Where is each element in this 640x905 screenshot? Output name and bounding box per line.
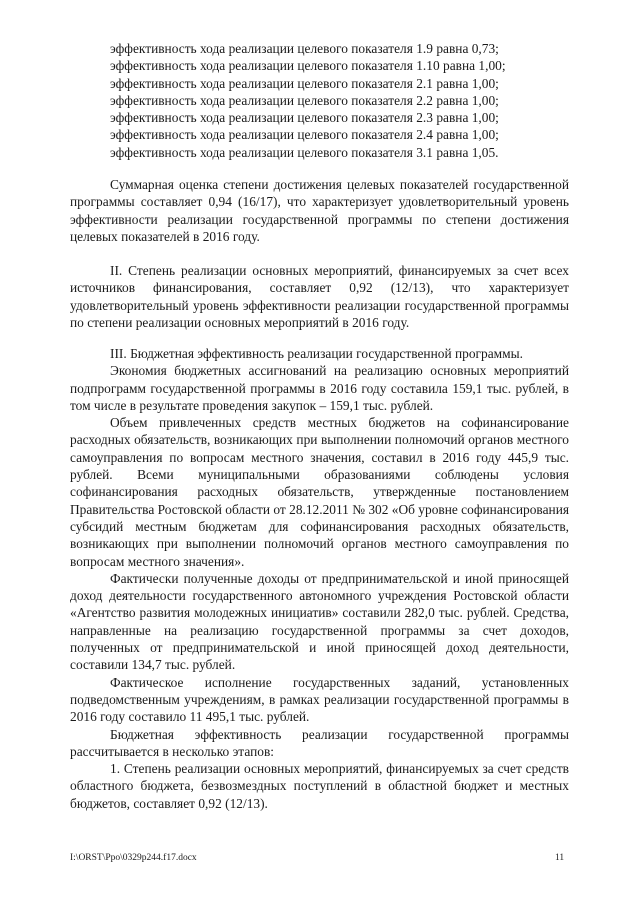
- section-2-paragraph: II. Степень реализации основных мероприятий, финансируемых за счет всех источников финансирования, составляет 0,92 (12/13), что характеризует удовлетворительный уровень эффективности реализации государственной программы по степени реализации основных мероприятий в 2016 году.: [70, 263, 569, 330]
- summary-paragraph: Суммарная оценка степени достижения целевых показателей государственной программы составляет 0,94 (16/17), что характеризует удовлетворительный уровень эффективности реализации государственной программы по степени достижения целевых показателей в 2016 году.: [70, 177, 569, 244]
- section-3-heading: III. Бюджетная эффективность реализации государственной программы.: [110, 346, 523, 361]
- list-item: эффективность хода реализации целевого показателя 2.2 равна 1,00;: [110, 92, 499, 108]
- list-item: эффективность хода реализации целевого показателя 1.10 равна 1,00;: [110, 58, 506, 74]
- section-3-paragraph: Объем привлеченных средств местных бюджетов на софинансирование расходных обязательств, возникающих при выполнении полномочий органов местного самоуправления по вопросам местного значения, составил в 2016 году 445,9 тыс. рублей. Всеми муниципальными образованиями соблюдены условия софинансирования расходных обязательств, утвержденные постановлением Правительства Ростовской области от 28.12.2011 № 302 «Об уровне софинансирования субсидий местным бюджетам для софинансирования расходных обязательств, возникающих при выполнении полномочий органов местного самоуправления по вопросам местного значения».: [70, 415, 570, 569]
- list-item: эффективность хода реализации целевого показателя 2.4 равна 1,00;: [110, 127, 499, 143]
- list-item: эффективность хода реализации целевого показателя 1.9 равна 0,73;: [110, 41, 499, 56]
- section-3-paragraph: Фактическое исполнение государственных заданий, установленных подведомственным учреждениям, в рамках реализации государственной программы в 2016 году составило 11 495,1 тыс. рублей.: [70, 674, 569, 725]
- section-3-paragraph: 1. Степень реализации основных мероприятий, финансируемых за счет средств областного бюджета, безвозмездных поступлений в областной бюджет и местных бюджетов, составляет 0,92 (12/13).: [70, 761, 569, 811]
- list-item: эффективность хода реализации целевого показателя 2.1 равна 1,00;: [110, 75, 499, 91]
- footer-file-path: I:\ORST\Ppo\0329p244.f17.docx: [70, 853, 197, 863]
- summary-block: [70, 176, 569, 245]
- indicator-list: [70, 40, 569, 161]
- list-item: эффективность хода реализации целевого показателя 2.3 равна 1,00;: [110, 110, 499, 126]
- list-item: эффективность хода реализации целевого показателя 3.1 равна 1,05.: [110, 144, 499, 160]
- section-3-paragraph: Фактически полученные доходы от предпринимательской и иной приносящей доход деятельности государственного автономного учреждения Ростовской области «Агентство развития молодежных инициатив» составили 282,0 тыс. рублей. Средства, направленные на реализацию государственной программы за счет доходов, полученных от предпринимательской и иной приносящей доход деятельности, составили 134,7 тыс. рублей.: [70, 570, 569, 673]
- section-3-paragraph: Бюджетная эффективность реализации государственной программы рассчитывается в несколько этапов:: [70, 726, 569, 759]
- section-3-block: [70, 345, 569, 812]
- page-number: 11: [555, 853, 565, 863]
- section-3-paragraph: Экономия бюджетных ассигнований на реализацию основных мероприятий подпрограмм государственной программы в 2016 году составила 159,1 тыс. рублей, в том числе в результате проведения закупок – 159,1 тыс. рублей.: [70, 363, 569, 413]
- section-2-block: [70, 262, 569, 331]
